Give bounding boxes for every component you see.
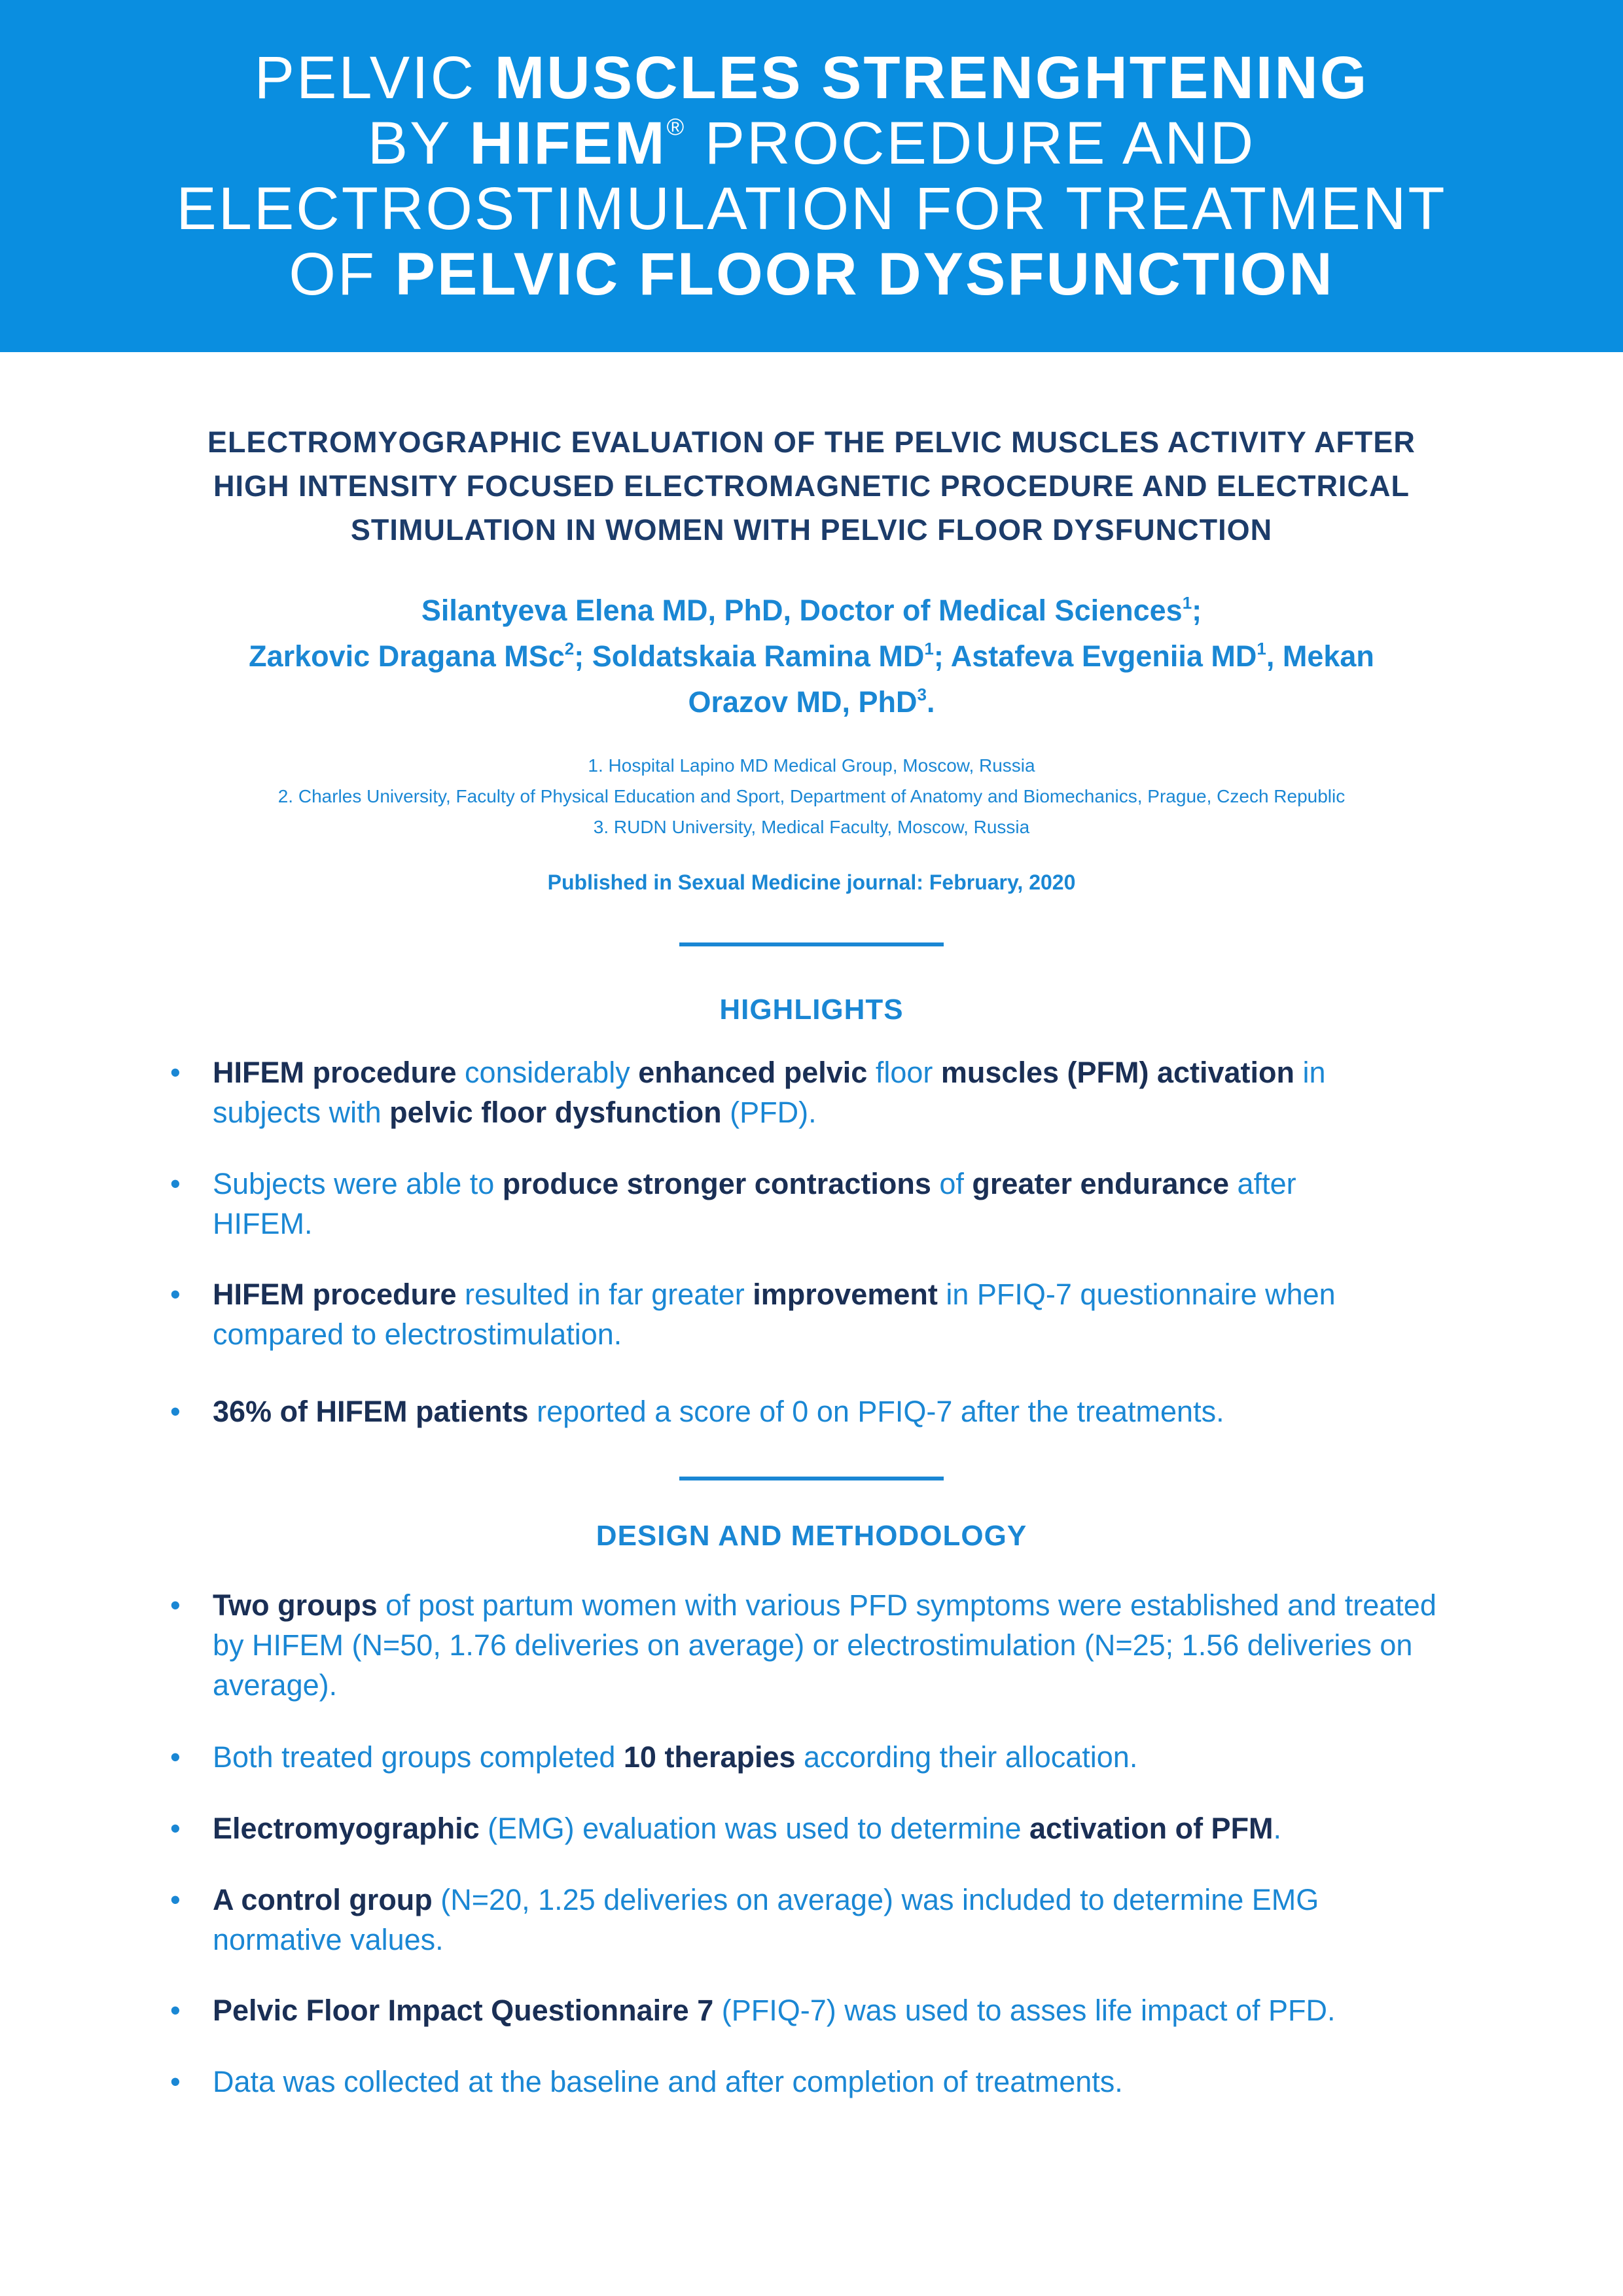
design-item: • A control group (N=20, 1.25 deliveries on average) was included to determine EMG normative values. [213,1880,1456,1960]
design-item: • Pelvic Floor Impact Questionnaire 7 (PFIQ-7) was used to asses life impact of PFD. [213,1990,1495,2030]
title-line-3: ELECTROSTIMULATION FOR TREATMENT [176,175,1447,242]
design-heading: DESIGN AND METHODOLOGY [596,1520,1027,1552]
registered-mark: ® [666,113,687,140]
affiliation-3: 3. RUDN University, Medical Faculty, Moscow, Russia [593,817,1030,837]
article-title: ELECTROMYOGRAPHIC EVALUATION OF THE PELVIC MUSCLES ACTIVITY AFTER HIGH INTENSITY FOCUSED ELECTROMAGNETIC PROCEDURE AND ELECTRICAL STIMULATION IN WOMEN WITH PELVIC FLOOR DYSFUNCTION [207,425,1416,547]
design-item: • Data was collected at the baseline and after completion of treatments. [213,2062,1495,2102]
title-line-2: BY HIFEM® PROCEDURE AND [367,110,1256,177]
divider [679,1477,944,1480]
title-line-4: OF PELVIC FLOOR DYSFUNCTION [289,241,1334,308]
highlights-heading: HIGHLIGHTS [719,994,904,1026]
design-item: • Electromyographic (EMG) evaluation was used to determine activation of PFM. [213,1808,1495,1848]
design-item: • Two groups of post partum women with various PFD symptoms were established and treated by HIFEM (N=50, 1.76 deliveries on average) or electrostimulation (N=25; 1.56 deliveries on average). [213,1585,1443,1705]
highlight-item: • 36% of HIFEM patients reported a score of 0 on PFIQ-7 after the treatments. [213,1391,1495,1431]
affiliations [131,750,1492,842]
highlight-item: • HIFEM procedure resulted in far greater improvement in PFIQ-7 questionnaire when compared to electrostimulation. [213,1274,1404,1354]
title-banner [0,0,1623,352]
design-item: • Both treated groups completed 10 therapies according their allocation. [213,1737,1495,1777]
publication-info: Published in Sexual Medicine journal: February, 2020 [547,870,1076,894]
author-list: Silantyeva Elena MD, PhD, Doctor of Medical Sciences$^1$; Zarkovic Dragana MSc$^2$; Soldatskaia Ramina $MD^1$; Astafeva Evgeniia $MD^1$, Mekan Orazov MD, PhD$^3$. [249,593,1374,719]
highlight-item: • Subjects were able to produce stronger contractions of greater endurance after HIFEM. [213,1164,1364,1244]
title-line-1: PELVIC MUSCLES STRENGHTENING [254,45,1369,111]
affiliation-1: 1. Hospital Lapino MD Medical Group, Moscow, Russia [588,755,1035,776]
divider [679,942,944,946]
highlight-item: • HIFEM procedure considerably enhanced pelvic floor muscles (PFM) activation in subjects with pelvic floor dysfunction (PFD). [213,1052,1430,1132]
affiliation-2: 2. Charles University, Faculty of Physical Education and Sport, Department of Anatomy and Biomechanics, Prague, Czech Republic [277,786,1346,806]
